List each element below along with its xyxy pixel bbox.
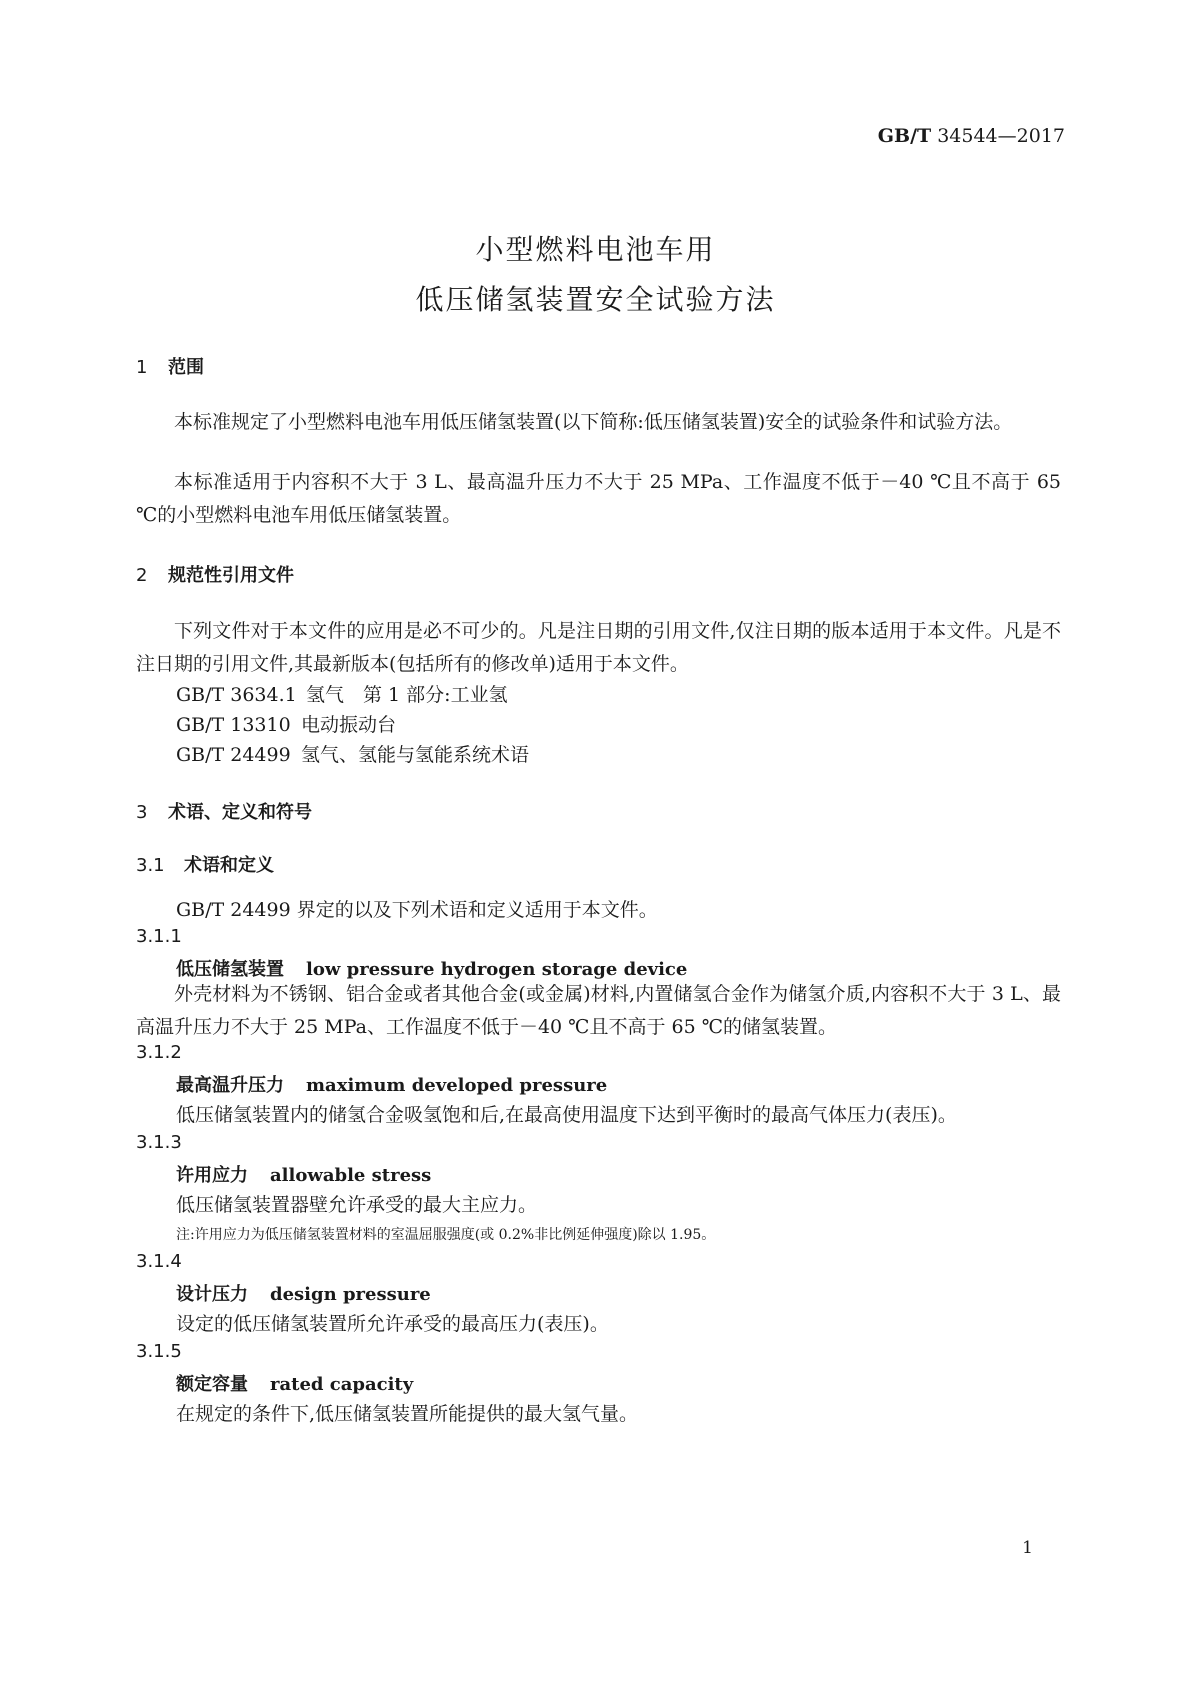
normative-reference	[176, 710, 396, 737]
term-definition: 设定的低压储氢装置所允许承受的最高压力(表压)。	[176, 1313, 609, 1335]
standard-prefix: GB/T	[877, 125, 932, 147]
section-title: 规范性引用文件	[168, 565, 294, 586]
term-heading	[176, 1071, 607, 1097]
section-1-paragraph-1: 本标准规定了小型燃料电池车用低压储氢装置(以下简称:低压储氢装置)安全的试验条件和试验方法。	[174, 411, 1013, 433]
section-3-heading	[136, 798, 312, 824]
reference-title: 氢气 第 1 部分:工业氢	[306, 684, 508, 706]
reference-code: GB/T 24499	[176, 744, 291, 766]
term-definition: 外壳材料为不锈钢、铝合金或者其他合金(或金属)材料,内置储氢合金作为储氢介质,内容积不大于 3 L、最高温升压力不大于 25 MPa、工作温度不低于－40 ℃且不高于 65 ℃的储氢装置。	[136, 983, 1061, 1038]
subsection-number: 3.1	[136, 855, 165, 876]
term-english: low pressure hydrogen storage device	[306, 959, 688, 980]
term-definition: 低压储氢装置内的储氢合金吸氢饱和后,在最高使用温度下达到平衡时的最高气体压力(表压)。	[176, 1104, 957, 1126]
term-english: allowable stress	[270, 1165, 432, 1186]
term-number: 3.1.2	[136, 1042, 182, 1063]
subsection-3-1-heading	[136, 851, 274, 877]
term-chinese: 最高温升压力	[176, 1075, 284, 1096]
section-1-heading	[136, 353, 204, 379]
term-chinese: 设计压力	[176, 1284, 248, 1305]
section-2-paragraph-1: 下列文件对于本文件的应用是必不可少的。凡是注日期的引用文件,仅注日期的版本适用于本文件。凡是不注日期的引用文件,其最新版本(包括所有的修改单)适用于本文件。	[136, 620, 1061, 675]
term-definition: 在规定的条件下,低压储氢装置所能提供的最大氢气量。	[176, 1403, 639, 1425]
section-1-paragraph-2: 本标准适用于内容积不大于 3 L、最高温升压力不大于 25 MPa、工作温度不低于－40 ℃且不高于 65 ℃的小型燃料电池车用低压储氢装置。	[136, 471, 1061, 526]
reference-title: 氢气、氢能与氢能系统术语	[301, 744, 530, 766]
term-number: 3.1.1	[136, 926, 182, 947]
term-heading	[176, 1280, 431, 1306]
normative-reference	[176, 680, 508, 707]
term-chinese: 额定容量	[176, 1374, 248, 1395]
section-number: 3	[136, 802, 148, 823]
page-number: 1	[1022, 1538, 1033, 1558]
term-number: 3.1.3	[136, 1132, 182, 1153]
term-note: 注:许用应力为低压储氢装置材料的室温屈服强度(或 0.2%非比例延伸强度)除以 1.95。	[176, 1227, 716, 1243]
section-title: 术语、定义和符号	[168, 802, 312, 823]
normative-reference	[176, 740, 529, 767]
section-number: 1	[136, 357, 148, 378]
term-number: 3.1.4	[136, 1251, 182, 1272]
subsection-3-1-intro: GB/T 24499 界定的以及下列术语和定义适用于本文件。	[176, 899, 658, 921]
reference-code: GB/T 3634.1	[176, 684, 297, 706]
term-english: rated capacity	[270, 1374, 414, 1395]
reference-title: 电动振动台	[301, 714, 397, 736]
section-title: 范围	[168, 357, 204, 378]
term-number: 3.1.5	[136, 1341, 182, 1362]
term-chinese: 低压储氢装置	[176, 959, 284, 980]
section-2-heading	[136, 561, 294, 587]
document-title-line1: 小型燃料电池车用	[475, 233, 716, 266]
term-chinese: 许用应力	[176, 1165, 248, 1186]
term-heading	[176, 1370, 413, 1396]
standard-number: 34544—2017	[937, 125, 1065, 147]
term-heading	[176, 1161, 431, 1187]
term-definition: 低压储氢装置器壁允许承受的最大主应力。	[176, 1194, 538, 1216]
term-english: maximum developed pressure	[306, 1075, 608, 1096]
term-english: design pressure	[270, 1284, 431, 1305]
reference-code: GB/T 13310	[176, 714, 291, 736]
subsection-title: 术语和定义	[184, 855, 274, 876]
standard-code	[878, 125, 1065, 147]
section-number: 2	[136, 565, 148, 586]
document-title-line2: 低压储氢装置安全试验方法	[415, 283, 776, 316]
